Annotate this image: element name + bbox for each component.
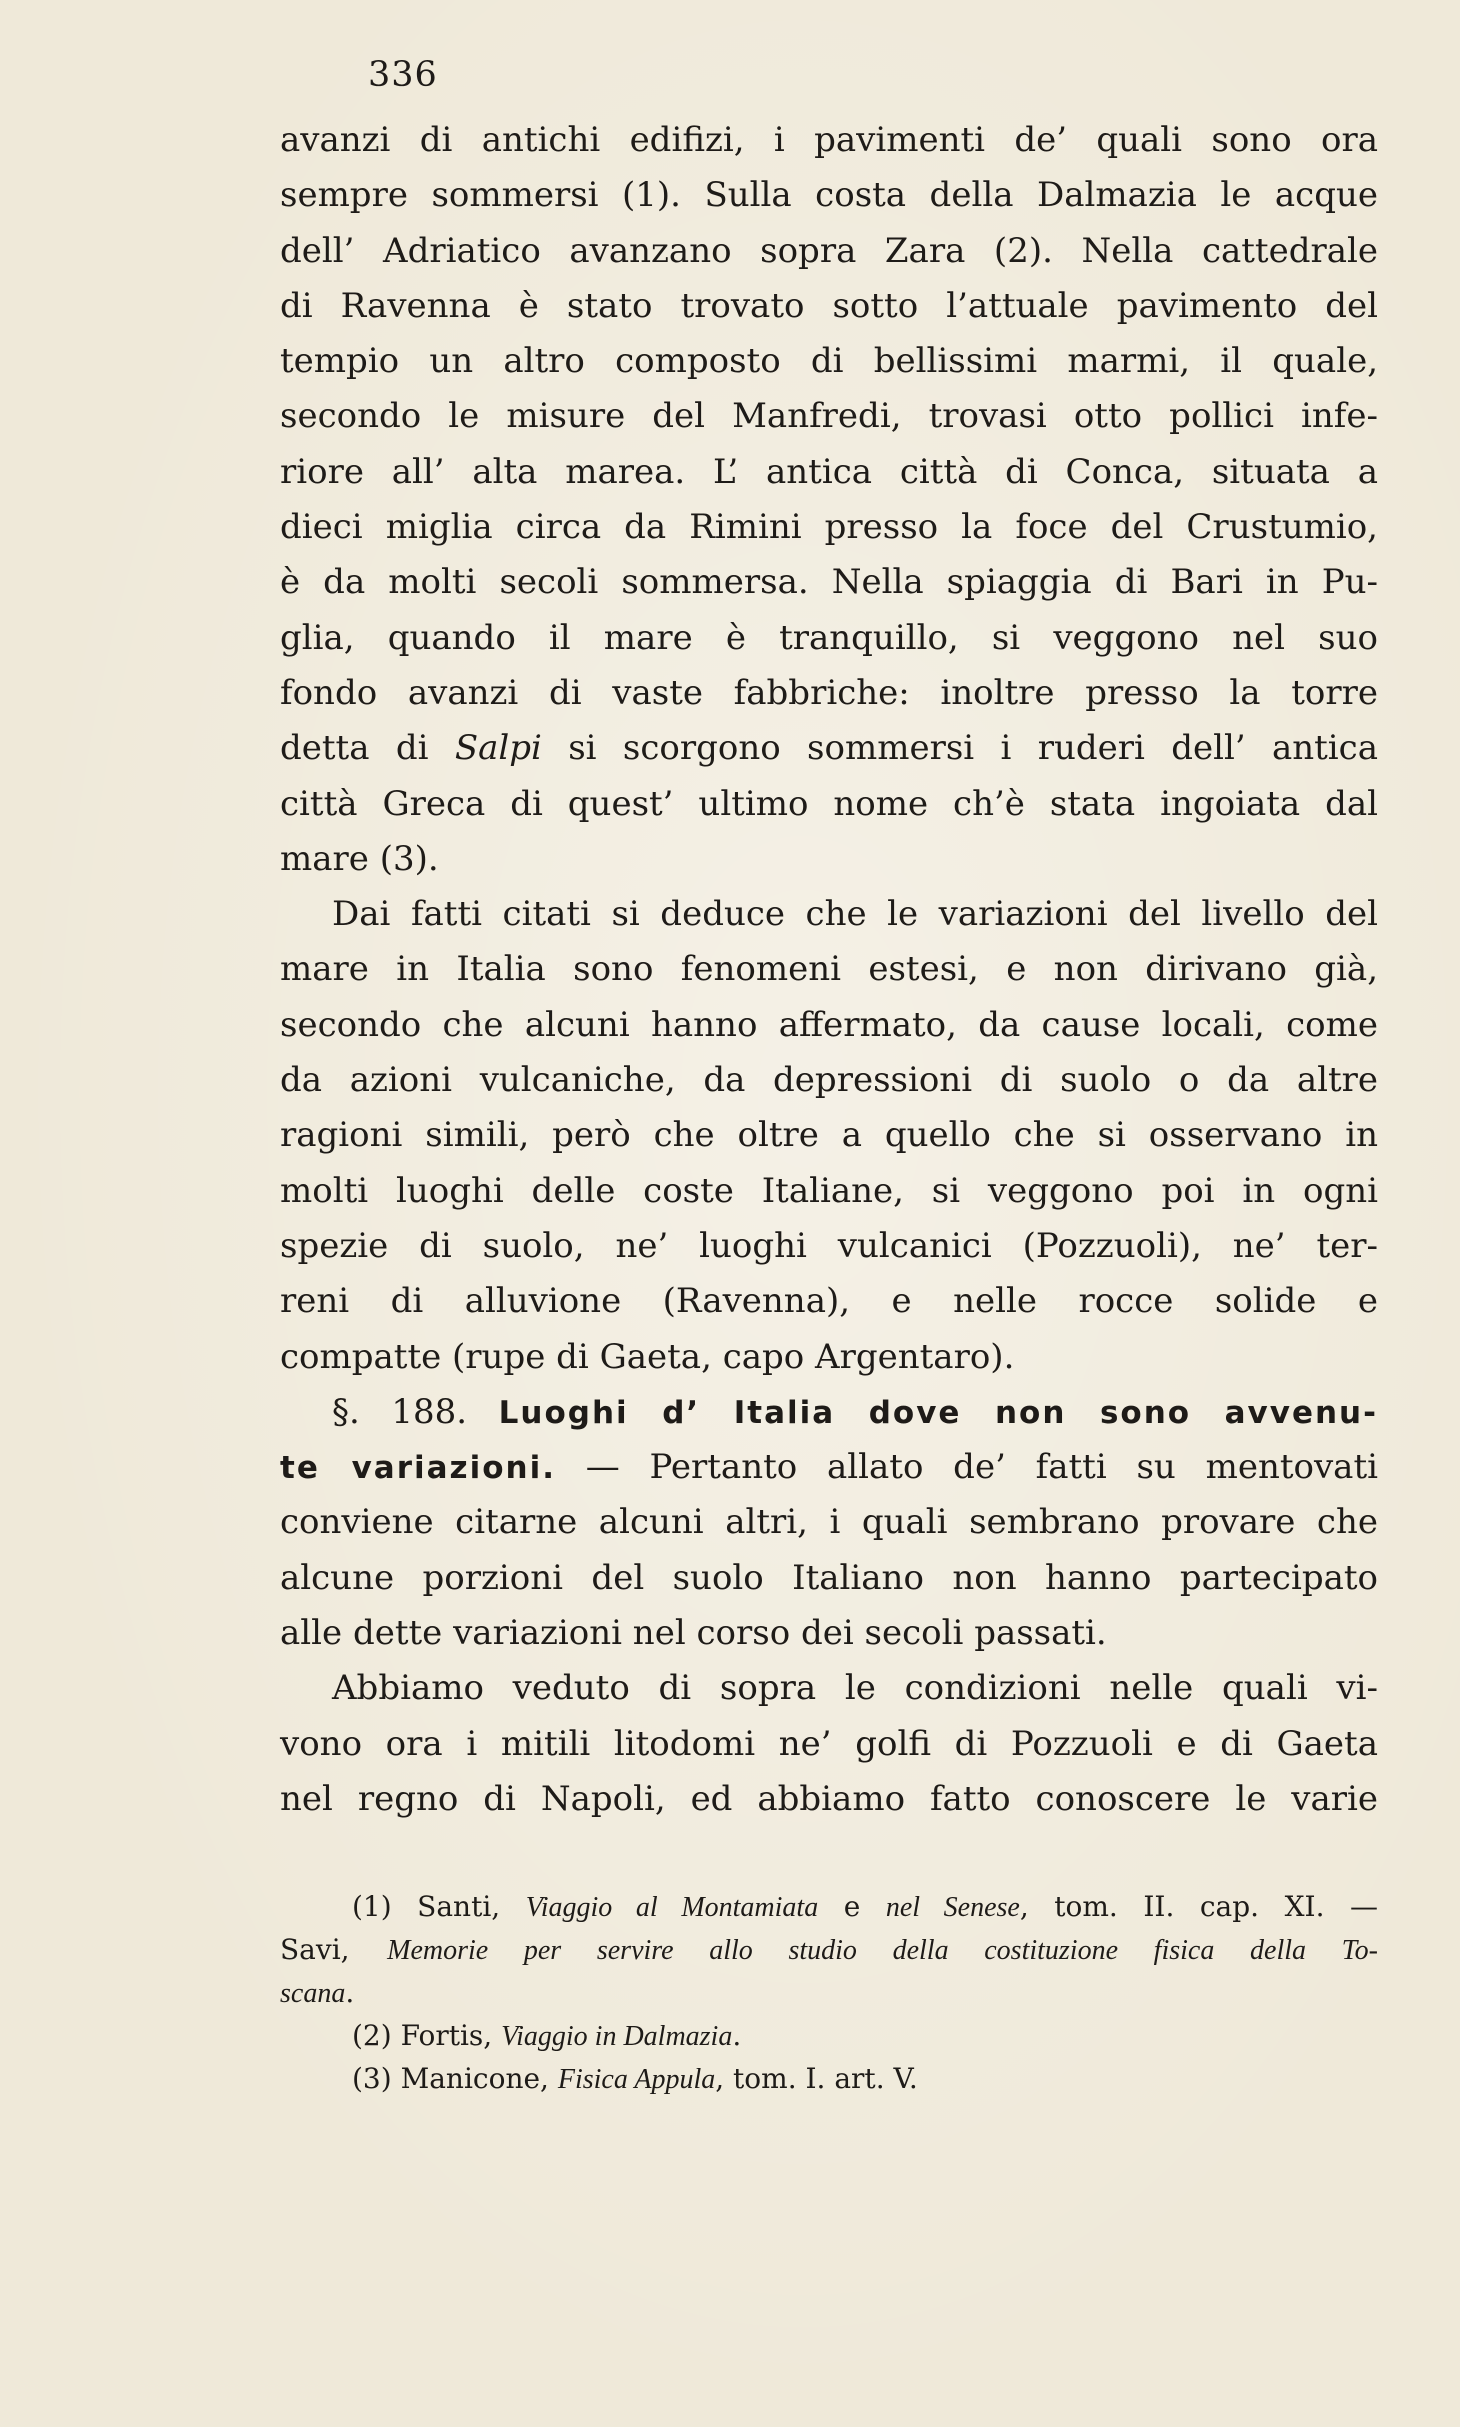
text-segment: reni di alluvione (Ravenna), e nelle rocce solide e bbox=[280, 1281, 1378, 1322]
section-heading: te variazioni. bbox=[280, 1450, 556, 1487]
footnote-text: , tom. I. art. V. bbox=[715, 2062, 918, 2095]
section-heading: Luoghi d’ Italia dove non sono avvenu- bbox=[498, 1394, 1378, 1431]
text-line bbox=[280, 1661, 1378, 1716]
text-line bbox=[280, 832, 1378, 887]
text-line bbox=[280, 1053, 1378, 1108]
footnote-text: . bbox=[345, 1976, 355, 2009]
text-segment: tempio un altro composto di bellissimi marmi, il quale, bbox=[280, 341, 1378, 382]
text-segment: da azioni vulcaniche, da depressioni di suolo o da altre bbox=[280, 1060, 1378, 1101]
text-line bbox=[280, 611, 1378, 666]
footnote-1-continued bbox=[280, 1928, 1378, 1971]
text-line bbox=[280, 1330, 1378, 1385]
footnote-title-italic: Memorie per servire allo studio della costituzione fisica della To- bbox=[387, 1935, 1378, 1966]
text-line bbox=[280, 500, 1378, 555]
text-line bbox=[280, 666, 1378, 721]
footnote-2 bbox=[280, 2014, 1378, 2057]
footnotes bbox=[280, 1885, 1378, 2100]
text-segment: vono ora i mitili litodomi ne’ golfi di Pozzuoli e di Gaeta bbox=[280, 1723, 1378, 1764]
text-segment: si scorgono sommersi i ruderi dell’ antica bbox=[541, 728, 1378, 769]
text-line bbox=[280, 113, 1378, 168]
text-segment: dieci miglia circa da Rimini presso la foce del Crustumio, bbox=[280, 507, 1378, 548]
text-line bbox=[280, 1108, 1378, 1163]
text-line bbox=[280, 777, 1378, 832]
body-text bbox=[280, 113, 1378, 1827]
footnote-title-italic: Viaggio in Dalmazia bbox=[501, 2021, 733, 2052]
page-number: 336 bbox=[368, 55, 438, 95]
footnote-1-continued bbox=[280, 1971, 1378, 2014]
text-segment: secondo che alcuni hanno affermato, da cause locali, come bbox=[280, 1004, 1378, 1045]
text-segment: mare in Italia sono fenomeni estesi, e non dirivano già, bbox=[280, 949, 1378, 990]
footnote-title-italic: Viaggio al Montamiata bbox=[525, 1892, 819, 1923]
footnote-text: (2) Fortis, bbox=[352, 2019, 502, 2052]
text-segment: mare (3). bbox=[280, 838, 439, 879]
text-segment: è da molti secoli sommersa. Nella spiaggia di Bari in Pu- bbox=[280, 562, 1378, 603]
text-segment: conviene citarne alcuni altri, i quali sembrano provare che bbox=[280, 1502, 1378, 1543]
text-line bbox=[280, 887, 1378, 942]
text-segment: Dai fatti citati si deduce che le variazioni del livello del bbox=[332, 894, 1378, 935]
footnote-title-italic: Fisica Appula bbox=[557, 2064, 716, 2095]
footnote-title-italic: scana bbox=[280, 1978, 346, 2009]
text-segment: secondo le misure del Manfredi, trovasi otto pollici infe- bbox=[280, 396, 1378, 437]
text-line bbox=[280, 1274, 1378, 1329]
text-line bbox=[280, 942, 1378, 997]
text-line bbox=[280, 279, 1378, 334]
text-segment: spezie di suolo, ne’ luoghi vulcanici (Pozzuoli), ne’ ter- bbox=[280, 1225, 1378, 1266]
footnote-1 bbox=[280, 1885, 1378, 1928]
footnote-title-italic: nel Senese bbox=[885, 1892, 1020, 1923]
section-heading-line bbox=[280, 1385, 1378, 1440]
text-line bbox=[280, 1164, 1378, 1219]
text-segment: molti luoghi delle coste Italiane, si veggono poi in ogni bbox=[280, 1170, 1378, 1211]
text-line bbox=[280, 1219, 1378, 1274]
footnote-text: . bbox=[732, 2019, 742, 2052]
text-segment: città Greca di quest’ ultimo nome ch’è stata ingoiata dal bbox=[280, 783, 1378, 824]
text-line bbox=[280, 1551, 1378, 1606]
text-line bbox=[280, 334, 1378, 389]
footnote-text: , tom. II. cap. XI. — bbox=[1019, 1890, 1378, 1923]
text-segment: Abbiamo veduto di sopra le condizioni nelle quali vi- bbox=[332, 1668, 1378, 1709]
text-segment: alle dette variazioni nel corso dei secoli passati. bbox=[280, 1613, 1107, 1654]
text-segment: alcune porzioni del suolo Italiano non hanno partecipato bbox=[280, 1557, 1378, 1598]
text-line bbox=[280, 555, 1378, 610]
text-line bbox=[280, 224, 1378, 279]
text-line bbox=[280, 998, 1378, 1053]
footnote-3 bbox=[280, 2057, 1378, 2100]
footnote-text: Savi, bbox=[280, 1933, 388, 1966]
text-line bbox=[280, 1606, 1378, 1661]
text-segment: avanzi di antichi edifizi, i pavimenti de’ quali sono ora bbox=[280, 120, 1378, 160]
text-line bbox=[280, 1772, 1378, 1827]
text-segment: ragioni simili, però che oltre a quello che si osservano in bbox=[280, 1115, 1378, 1156]
text-segment: di Ravenna è stato trovato sotto l’attuale pavimento del bbox=[280, 285, 1378, 326]
text-segment: glia, quando il mare è tranquillo, si veggono nel suo bbox=[280, 617, 1378, 658]
text-segment: riore all’ alta marea. L’ antica città di Conca, situata a bbox=[280, 451, 1378, 492]
footnote-text: e bbox=[818, 1890, 886, 1923]
text-line bbox=[280, 721, 1378, 776]
text-segment: dell’ Adriatico avanzano sopra Zara (2). Nella cattedrale bbox=[280, 230, 1378, 271]
text-line bbox=[280, 389, 1378, 444]
text-line bbox=[280, 1717, 1378, 1772]
text-segment: — Pertanto allato de’ fatti su mentovati bbox=[556, 1447, 1378, 1488]
footnote-text: (3) Manicone, bbox=[352, 2062, 558, 2095]
place-name-italic: Salpi bbox=[454, 728, 542, 769]
text-line bbox=[280, 445, 1378, 500]
text-segment: detta di bbox=[280, 728, 455, 769]
text-segment: nel regno di Napoli, ed abbiamo fatto conoscere le varie bbox=[280, 1778, 1378, 1819]
text-line bbox=[280, 168, 1378, 223]
section-number: §. 188. bbox=[332, 1391, 499, 1432]
text-segment: compatte (rupe di Gaeta, capo Argentaro). bbox=[280, 1336, 1015, 1377]
text-segment: sempre sommersi (1). Sulla costa della Dalmazia le acque bbox=[280, 175, 1378, 216]
section-heading-line bbox=[280, 1440, 1378, 1495]
text-line bbox=[280, 1495, 1378, 1550]
footnote-text: (1) Santi, bbox=[352, 1890, 526, 1923]
text-segment: fondo avanzi di vaste fabbriche: inoltre presso la torre bbox=[280, 672, 1378, 713]
